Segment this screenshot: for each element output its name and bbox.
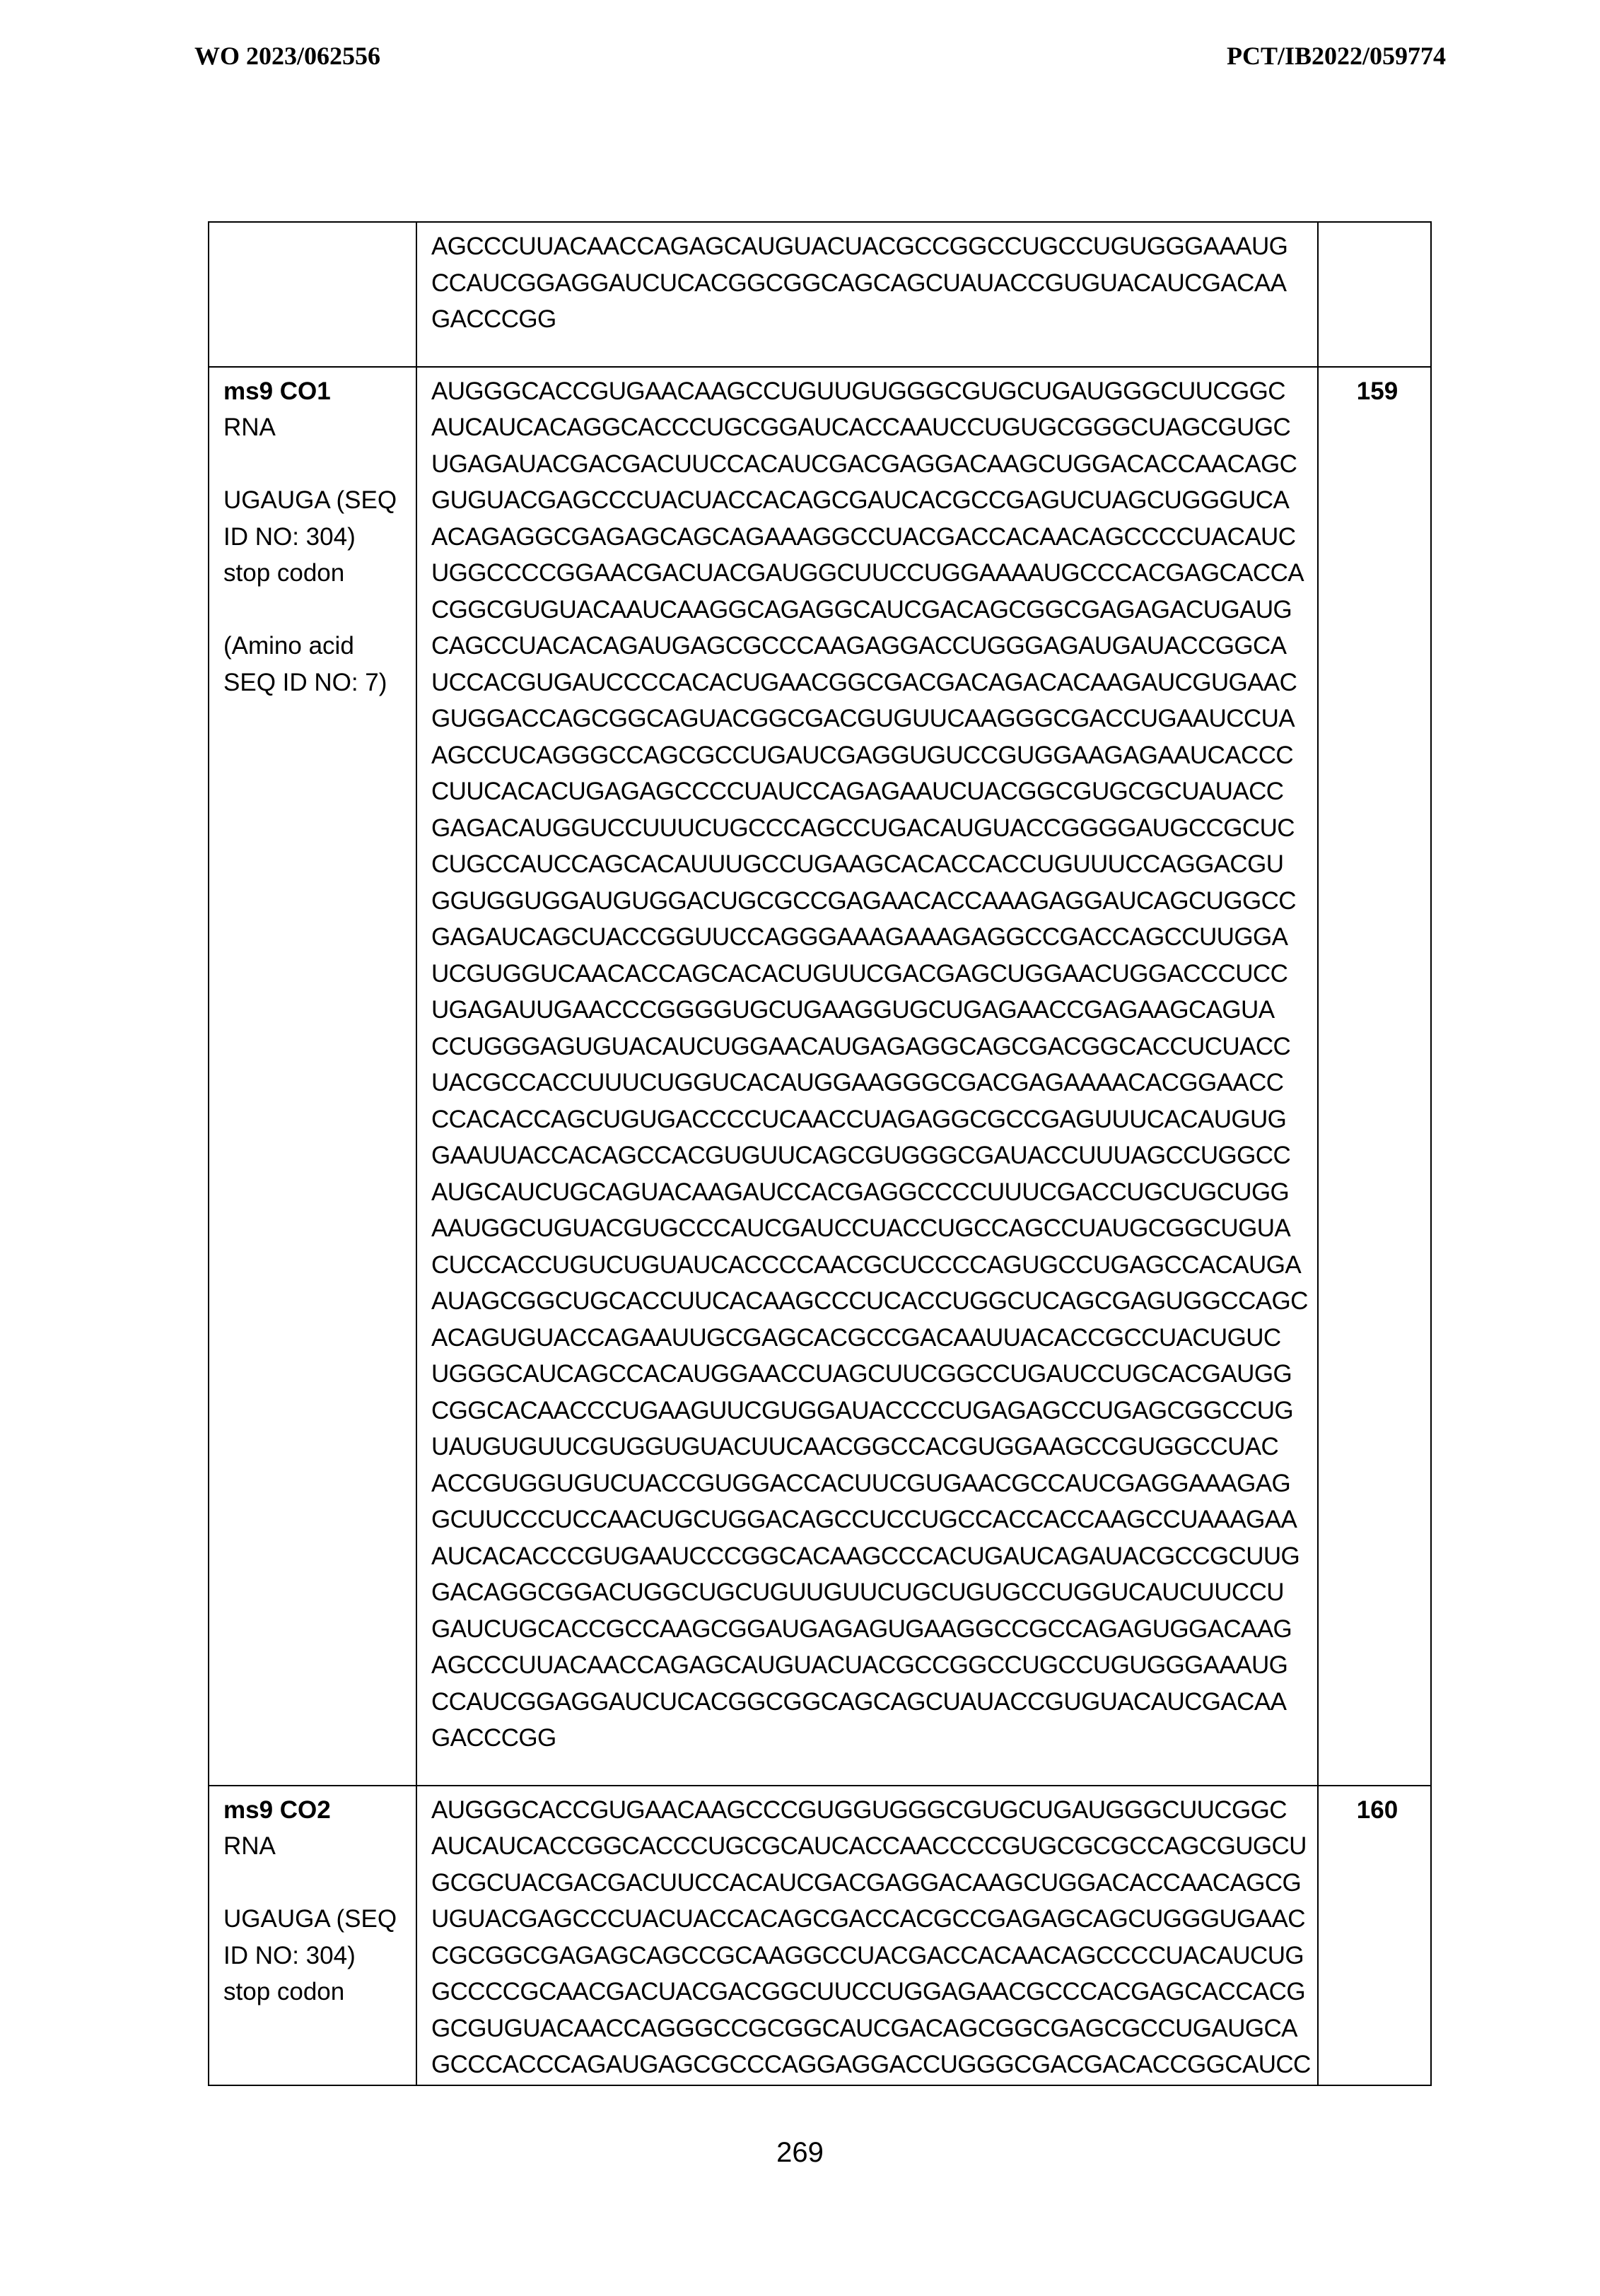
sequence-line: CUGCCAUCCAGCACAUUUGCCUGAAGCACACCACCUGUUUCCAGGACGU	[431, 850, 1284, 878]
seq-id-number: 159	[1318, 367, 1431, 1786]
sequence-line: CCACACCAGCUGUGACCCCUCAACCUAGAGGCGCCGAGUUUCACAUGUG	[431, 1105, 1287, 1133]
sequence-line: AGCCCUUACAACCAGAGCAUGUACUACGCCGGCCUGCCUGUGGGAAAUG	[431, 1651, 1288, 1679]
sequence-line: AUAGCGGCUGCACCUUCACAAGCCCUCACCUGGCUCAGCGAGUGGCCAGC	[431, 1287, 1308, 1315]
sequence-line: GGUGGUGGAUGUGGACUGCGCCGAGAACACCAAAGAGGAUCAGCUGGCC	[431, 886, 1296, 915]
sequence-line: CCAUCGGAGGAUCUCACGGCGGCAGCAGCUAUACCGUGUACAUCGACAA	[431, 1687, 1287, 1716]
sequence-line: GAUCUGCACCGCCAAGCGGAUGAGAGUGAAGGCCGCCAGAGUGGACAAG	[431, 1615, 1292, 1643]
sequence-line: AAUGGCUGUACGUGCCCAUCGAUCCUACCUGCCAGCCUAUGCGGCUGUA	[431, 1214, 1291, 1242]
sequence-line: CUUCACACUGAGAGCCCCUAUCCAGAGAAUCUACGGCGUGCGCUAUACC	[431, 778, 1284, 805]
page-number: 269	[776, 2137, 824, 2168]
sequence-line: GCUUCCCUCCAACUGCUGGACAGCCUCCUGCCACCACCAAGCCUAAAGAA	[431, 1506, 1297, 1533]
sequence-name: ms9 CO2	[223, 1796, 331, 1824]
sequence-line: CCAUCGGAGGAUCUCACGGCGGCAGCAGCUAUACCGUGUACAUCGACAA	[431, 269, 1287, 297]
stop-codon-note: ID NO: 304)	[223, 1941, 356, 1969]
sequence-line: UGAGAUUGAACCCGGGGUGCUGAAGGUGCUGAGAACCGAGAAGCAGUA	[431, 996, 1275, 1024]
stop-codon-note: stop codon	[223, 1978, 345, 2005]
sequence-line: UCCACGUGAUCCCCACACUGAACGGCGACGACAGACACAAGAUCGUGAAC	[431, 668, 1297, 696]
sequence-description-cell	[209, 367, 416, 1786]
sequence-line: UACGCCACCUUUCUGGUCACAUGGAAGGGCGACGAGAAAACACGGAACC	[431, 1069, 1284, 1096]
amino-acid-note: SEQ ID NO: 7)	[223, 668, 387, 696]
stop-codon-note: ID NO: 304)	[223, 522, 356, 551]
table-row	[209, 1786, 1431, 2085]
table-row	[209, 222, 1431, 367]
stop-codon-note: UGAUGA (SEQ	[223, 1905, 397, 1933]
sequence-line: CGGCACAACCCUGAAGUUCGUGGAUACCCCUGAGAGCCUGAGCGGCCUG	[431, 1396, 1294, 1424]
sequence-line: GCCCACCCAGAUGAGCGCCCAGGAGGACCUGGGCGACGACACCGGCAUCC	[431, 2051, 1311, 2078]
sequence-line: CGGCGUGUACAAUCAAGGCAGAGGCAUCGACAGCGGCGAGAGACUGAUG	[431, 595, 1292, 623]
sequence-line: UGGGCAUCAGCCACAUGGAACCUAGCUUCGGCCUGAUCCUGCACGAUGG	[431, 1360, 1292, 1388]
sequence-line: GCCCCGCAACGACUACGACGGCUUCCUGGAGAACGCCCACGAGCACCACG	[431, 1978, 1305, 2005]
sequence-line: CCUGGGAGUGUACAUCUGGAACAUGAGAGGCAGCGACGGCACCUCUACC	[431, 1032, 1291, 1060]
sequence-description-cell	[209, 1786, 416, 2085]
sequence-line: AUGGGCACCGUGAACAAGCCUGUUGUGGGCGUGCUGAUGGGCUUCGGC	[431, 377, 1285, 405]
seq-id-number: 160	[1318, 1786, 1431, 2085]
sequence-type: RNA	[223, 1832, 276, 1860]
sequence-table	[208, 221, 1432, 2086]
sequence-line: AUCAUCACAGGCACCCUGCGGAUCACCAAUCCUGUGCGGGCUAGCGUGC	[431, 414, 1291, 441]
sequence-description-cell	[209, 222, 416, 367]
publication-number: WO 2023/062556	[194, 42, 381, 70]
sequence-line: GACCCGG	[431, 1724, 556, 1752]
sequence-line: GCGUGUACAACCAGGGCCGCGGCAUCGACAGCGGCGAGCGCCUGAUGCA	[431, 2014, 1297, 2042]
sequence-line: GCGCUACGACGACUUCCACAUCGACGAGGACAAGCUGGACACCAACAGCG	[431, 1868, 1302, 1897]
sequence-line: GACAGGCGGACUGGCUGCUGUUGUUCUGCUGUGCCUGGUCAUCUUCCU	[431, 1578, 1284, 1606]
sequence-line: GACCCGG	[431, 305, 556, 333]
sequence-line: GUGGACCAGCGGCAGUACGGCGACGUGUUCAAGGGCGACCUGAAUCCUA	[431, 705, 1295, 732]
sequence-line: CGCGGCGAGAGCAGCCGCAAGGCCUACGACCACAACAGCCCCUACAUCUG	[431, 1941, 1304, 1969]
stop-codon-note: UGAUGA (SEQ	[223, 486, 397, 514]
sequence-line: GAGACAUGGUCCUUUCUGCCCAGCCUGACAUGUACCGGGGAUGCCGCUC	[431, 814, 1295, 842]
sequence-line: AUCAUCACCGGCACCCUGCGCAUCACCAACCCCGUGCGCGCCAGCGUGCU	[431, 1832, 1307, 1860]
sequence-line: ACAGAGGCGAGAGCAGCAGAAAGGCCUACGACCACAACAGCCCCUACAUC	[431, 522, 1296, 551]
sequence-line: UGAGAUACGACGACUUCCACAUCGACGAGGACAAGCUGGACACCAACAGC	[431, 450, 1297, 478]
sequence-line: GUGUACGAGCCCUACUACCACAGCGAUCACGCCGAGUCUAGCUGGGUCA	[431, 486, 1290, 514]
sequence-line: AGCCUCAGGGCCAGCGCCUGAUCGAGGUGUCCGUGGAAGAGAAUCACCC	[431, 741, 1294, 769]
sequence-line: AUCACACCCGUGAAUCCCGGCACAAGCCCACUGAUCAGAUACGCCGCUUG	[431, 1542, 1300, 1570]
amino-acid-note: (Amino acid	[223, 632, 354, 660]
sequence-line: AGCCCUUACAACCAGAGCAUGUACUACGCCGGCCUGCCUGUGGGAAAUG	[431, 233, 1288, 260]
sequence-cell	[416, 1786, 1318, 2085]
application-number: PCT/IB2022/059774	[1226, 42, 1446, 70]
sequence-type: RNA	[223, 414, 276, 441]
stop-codon-note: stop codon	[223, 559, 345, 587]
sequence-line: UCGUGGUCAACACCAGCACACUGUUCGACGAGCUGGAACUGGACCCUCC	[431, 959, 1288, 988]
sequence-name: ms9 CO1	[223, 377, 331, 405]
seq-id-number	[1318, 222, 1431, 367]
sequence-cell	[416, 367, 1318, 1786]
sequence-line: UGGCCCCGGAACGACUACGAUGGCUUCCUGGAAAAUGCCCACGAGCACCA	[431, 559, 1304, 587]
sequence-line: AUGCAUCUGCAGUACAAGAUCCACGAGGCCCCUUUCGACCUGCUGCUGG	[431, 1178, 1290, 1206]
sequence-line: GAAUUACCACAGCCACGUGUUCAGCGUGGGCGAUACCUUUAGCCUGGCC	[431, 1142, 1291, 1169]
sequence-line: UAUGUGUUCGUGGUGUACUUCAACGGCCACGUGGAAGCCGUGGCCUAC	[431, 1433, 1279, 1460]
sequence-line: UGUACGAGCCCUACUACCACAGCGACCACGCCGAGAGCAGCUGGGUGAAC	[431, 1905, 1305, 1933]
sequence-line: CAGCCUACACAGAUGAGCGCCCAAGAGGACCUGGGAGAUGAUACCGGCA	[431, 632, 1287, 660]
sequence-line: ACCGUGGUGUCUACCGUGGACCACUUCGUGAACGCCAUCGAGGAAAGAG	[431, 1469, 1291, 1497]
sequence-line: GAGAUCAGCUACCGGUUCCAGGGAAAGAAAGAGGCCGACCAGCCUUGGA	[431, 923, 1288, 951]
sequence-cell	[416, 222, 1318, 367]
sequence-line: ACAGUGUACCAGAAUUGCGAGCACGCCGACAAUUACACCGCCUACUGUC	[431, 1323, 1281, 1352]
sequence-line: AUGGGCACCGUGAACAAGCCCGUGGUGGGCGUGCUGAUGGGCUUCGGC	[431, 1796, 1287, 1824]
sequence-line: CUCCACCUGUCUGUAUCACCCCAACGCUCCCCAGUGCCUGAGCCACAUGA	[431, 1250, 1302, 1279]
table-row	[209, 367, 1431, 1786]
